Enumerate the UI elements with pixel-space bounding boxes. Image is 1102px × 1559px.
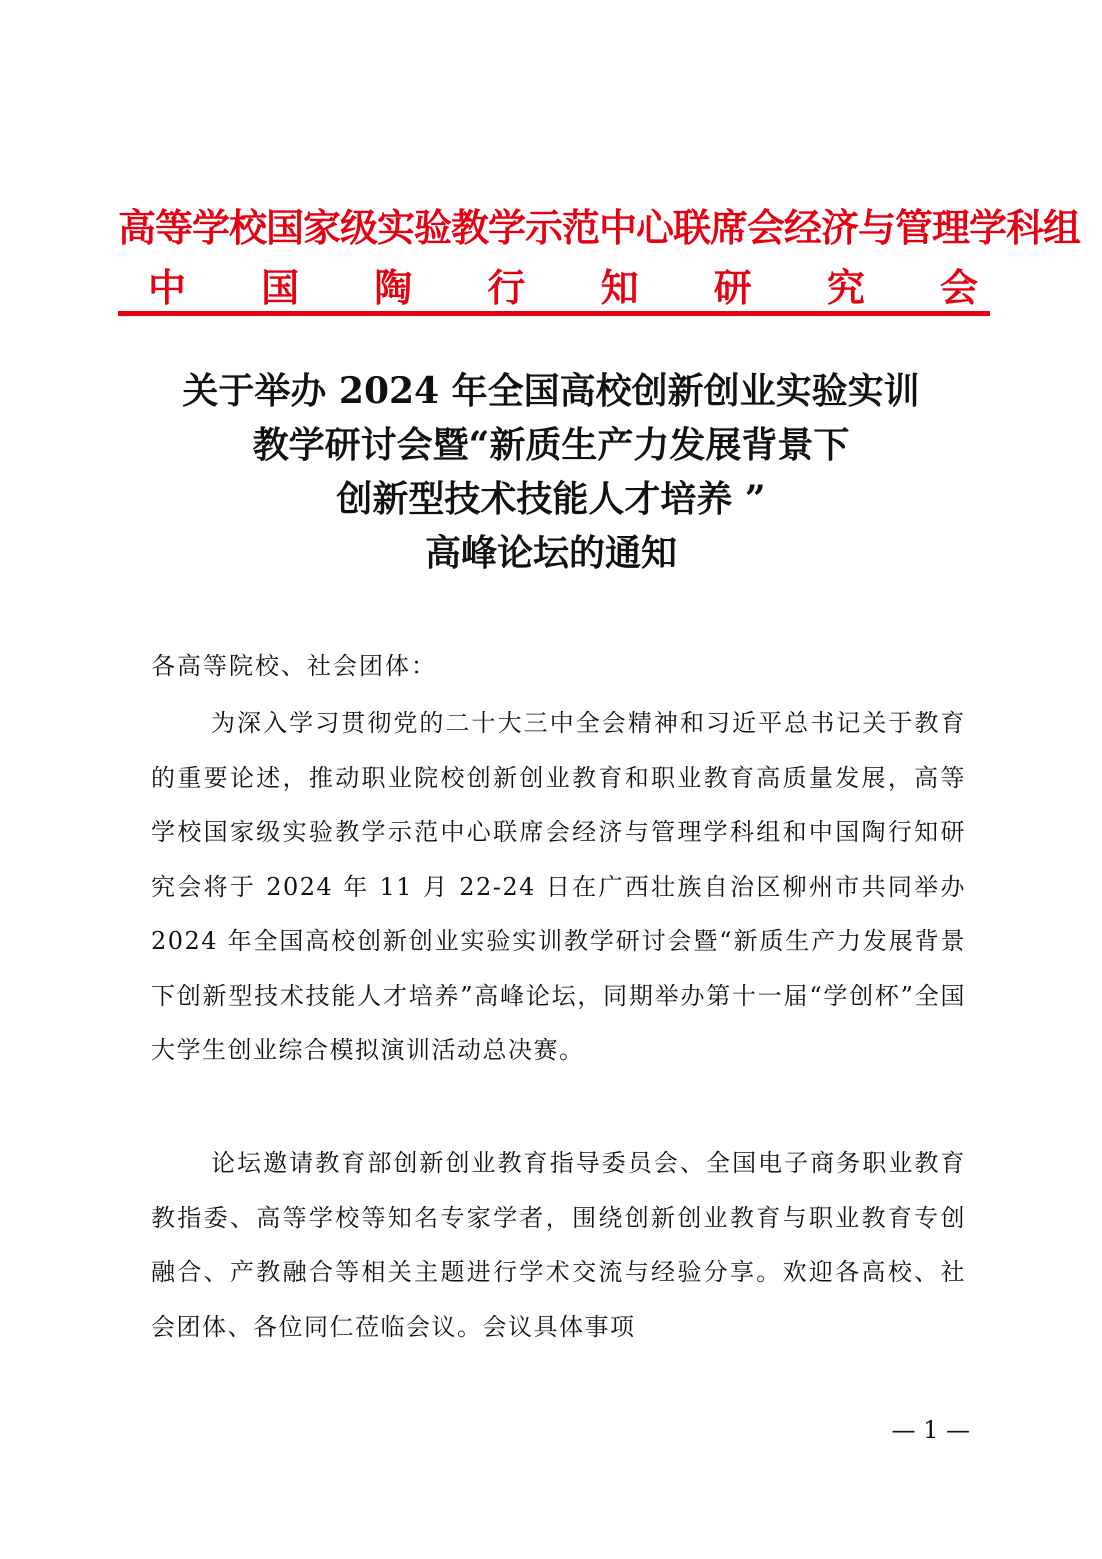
header-red-rule [118,311,990,316]
org-name-char: 陶 [374,265,413,310]
org-name-char: 知 [600,265,639,310]
body-paragraph: 论坛邀请教育部创新创业教育指导委员会、全国电子商务职业教育教指委、高等学校等知名专家学者，围绕创新创业教育与职业教育专创融合、产教融合等相关主题进行学术交流与经验分享。欢迎各高校、社会团体、各位同仁莅临会议。会议具体事项 [151,1149,966,1341]
org-name-char: 行 [487,265,526,310]
salutation: 各高等院校、社会团体： [151,652,437,680]
org-name-char: 研 [713,265,752,310]
title-line: 创新型技术技能人才培养 ” [336,478,766,520]
org-name-char: 究 [826,265,865,310]
notice-title [90,364,1012,580]
title-line: 高峰论坛的通知 [424,532,677,574]
title-line: 教学研讨会暨“新质生产力发展背景下 [252,424,850,466]
body-paragraph: 为深入学习贯彻党的二十大三中全会精神和习近平总书记关于教育的重要论述，推动职业院校创新创业教育和职业教育高质量发展，高等学校国家级实验教学示范中心联席会经济与管理学科组和中国陶行知研究会将于 2024 年 11 月 22-24 日在广西壮族自治区柳州市共同举办 2024 年全国高校创新创业实验实训教学研讨会暨“新质生产力发展背景下创新型技术技能人才培养”高峰论坛，同期举办第十一届“学创杯”全国大学生创业综合模拟演训活动总决赛。 [151,709,966,1064]
org-name-line2 [148,258,978,318]
org-name-line1: 高等学校国家级实验教学示范中心联席会经济与管理学科组 [118,205,1081,250]
org-name-char: 会 [939,265,978,310]
org-name-char: 中 [148,265,187,310]
title-line: 关于举办 2024 年全国高校创新创业实验实训 [182,370,920,412]
org-name-char: 国 [261,265,300,310]
page-number: — 1 — [891,1416,970,1444]
